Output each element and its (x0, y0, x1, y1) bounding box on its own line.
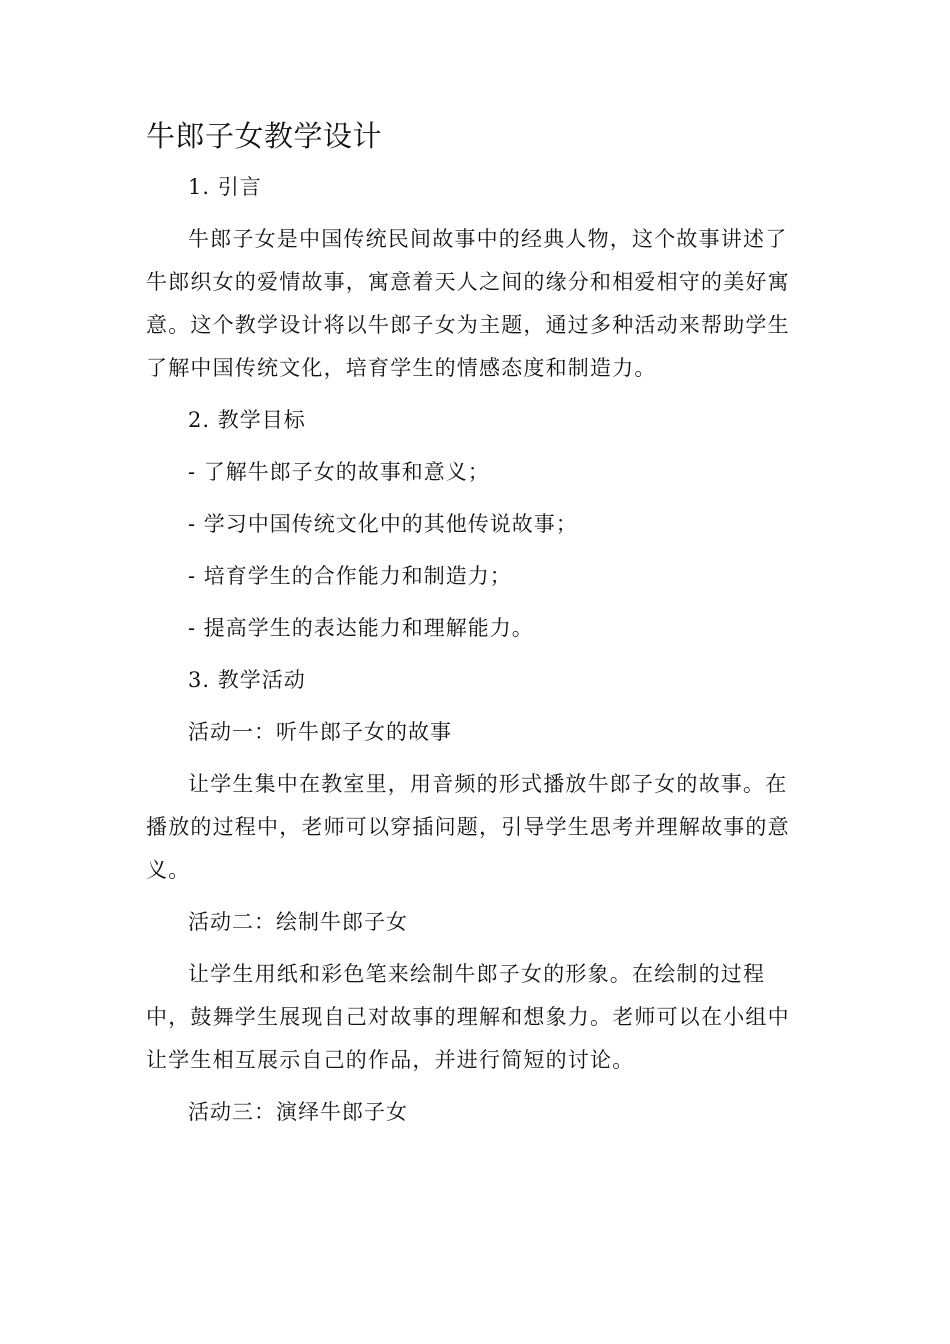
document-title: 牛郎子女教学设计 (146, 119, 383, 153)
goal-item: - 学习中国传统文化中的其他传说故事； (188, 512, 578, 536)
section-heading-intro: 1. 引言 (188, 175, 262, 199)
intro-paragraph: 牛郎子女是中国传统民间故事中的经典人物，这个故事讲述了牛郎织女的爱情故事，寓意着天人之间的缘分和相爱相守的美好寓意。这个教学设计将以牛郎子女为主题，通过多种活动来帮助学生了解中国传统文化，培育学生的情感态度和制造力。 (146, 227, 790, 380)
activity-1-title: 活动一：听牛郎子女的故事 (188, 720, 452, 744)
goal-item: - 培育学生的合作能力和制造力； (188, 564, 512, 588)
activity-3-title: 活动三：演绎牛郎子女 (188, 1100, 408, 1124)
section-heading-goals: 2. 教学目标 (188, 408, 306, 432)
goal-item: - 提高学生的表达能力和理解能力。 (188, 616, 534, 640)
document-content (146, 114, 796, 1143)
activity-2-title: 活动二：绘制牛郎子女 (188, 910, 408, 934)
section-heading-activities: 3. 教学活动 (188, 668, 306, 692)
activity-2-paragraph: 让学生用纸和彩色笔来绘制牛郎子女的形象。在绘制的过程中，鼓舞学生展现自己对故事的理解和想象力。老师可以在小组中让学生相互展示自己的作品，并进行简短的讨论。 (146, 962, 790, 1072)
goal-item: - 了解牛郎子女的故事和意义； (188, 460, 490, 484)
activity-1-paragraph: 让学生集中在教室里，用音频的形式播放牛郎子女的故事。在播放的过程中，老师可以穿插问题，引导学生思考并理解故事的意义。 (146, 772, 790, 882)
